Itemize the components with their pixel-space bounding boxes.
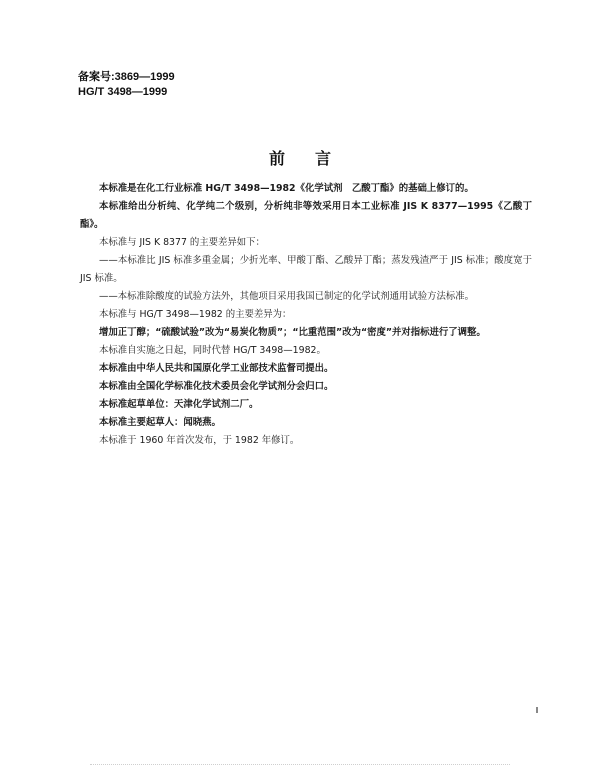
paragraph: 本标准给出分析纯、化学纯二个级别，分析纯非等效采用日本工业标准 JIS K 8377—1995《乙酸丁酯》。 — [80, 201, 532, 230]
paragraph: 本标准起草单位：天津化学试剂二厂。 — [99, 399, 259, 410]
scan-artifact-line — [90, 764, 510, 766]
page-title: 前言 — [268, 149, 361, 168]
filing-number: 备案号:3869—1999 — [78, 71, 175, 83]
paragraph: 本标准与 JIS K 8377 的主要差异如下： — [99, 237, 265, 248]
paragraph: 本标准是在化工行业标准 HG/T 3498—1982《化学试剂 乙酸丁酯》的基础上修订的。 — [99, 183, 474, 194]
paragraph: 本标准于 1960 年首次发布，于 1982 年修订。 — [99, 435, 300, 446]
paragraph: 本标准主要起草人：闻晓燕。 — [99, 417, 221, 428]
paragraph: ——本标准除酸度的试验方法外，其他项目采用我国已制定的化学试剂通用试验方法标准。 — [99, 291, 475, 302]
document-header — [78, 70, 175, 100]
foreword-body — [80, 180, 532, 450]
scan-mark — [536, 707, 538, 713]
paragraph: 本标准与 HG/T 3498—1982 的主要差异为： — [99, 309, 292, 320]
paragraph: 本标准自实施之日起，同时代替 HG/T 3498—1982。 — [99, 345, 326, 356]
paragraph: 增加正丁醇；“硫酸试验”改为“易炭化物质”；“比重范围”改为“密度”并对指标进行了调整。 — [99, 327, 486, 338]
paragraph: 本标准由中华人民共和国原化学工业部技术监督司提出。 — [99, 363, 334, 374]
paragraph: 本标准由全国化学标准化技术委员会化学试剂分会归口。 — [99, 381, 334, 392]
standard-code: HG/T 3498—1999 — [78, 86, 168, 98]
paragraph: ——本标准比 JIS 标准多重金属；少折光率、甲酸丁酯、乙酸异丁酯；蒸发残渣严于 JIS 标准；酸度宽于 JIS 标准。 — [80, 255, 532, 284]
